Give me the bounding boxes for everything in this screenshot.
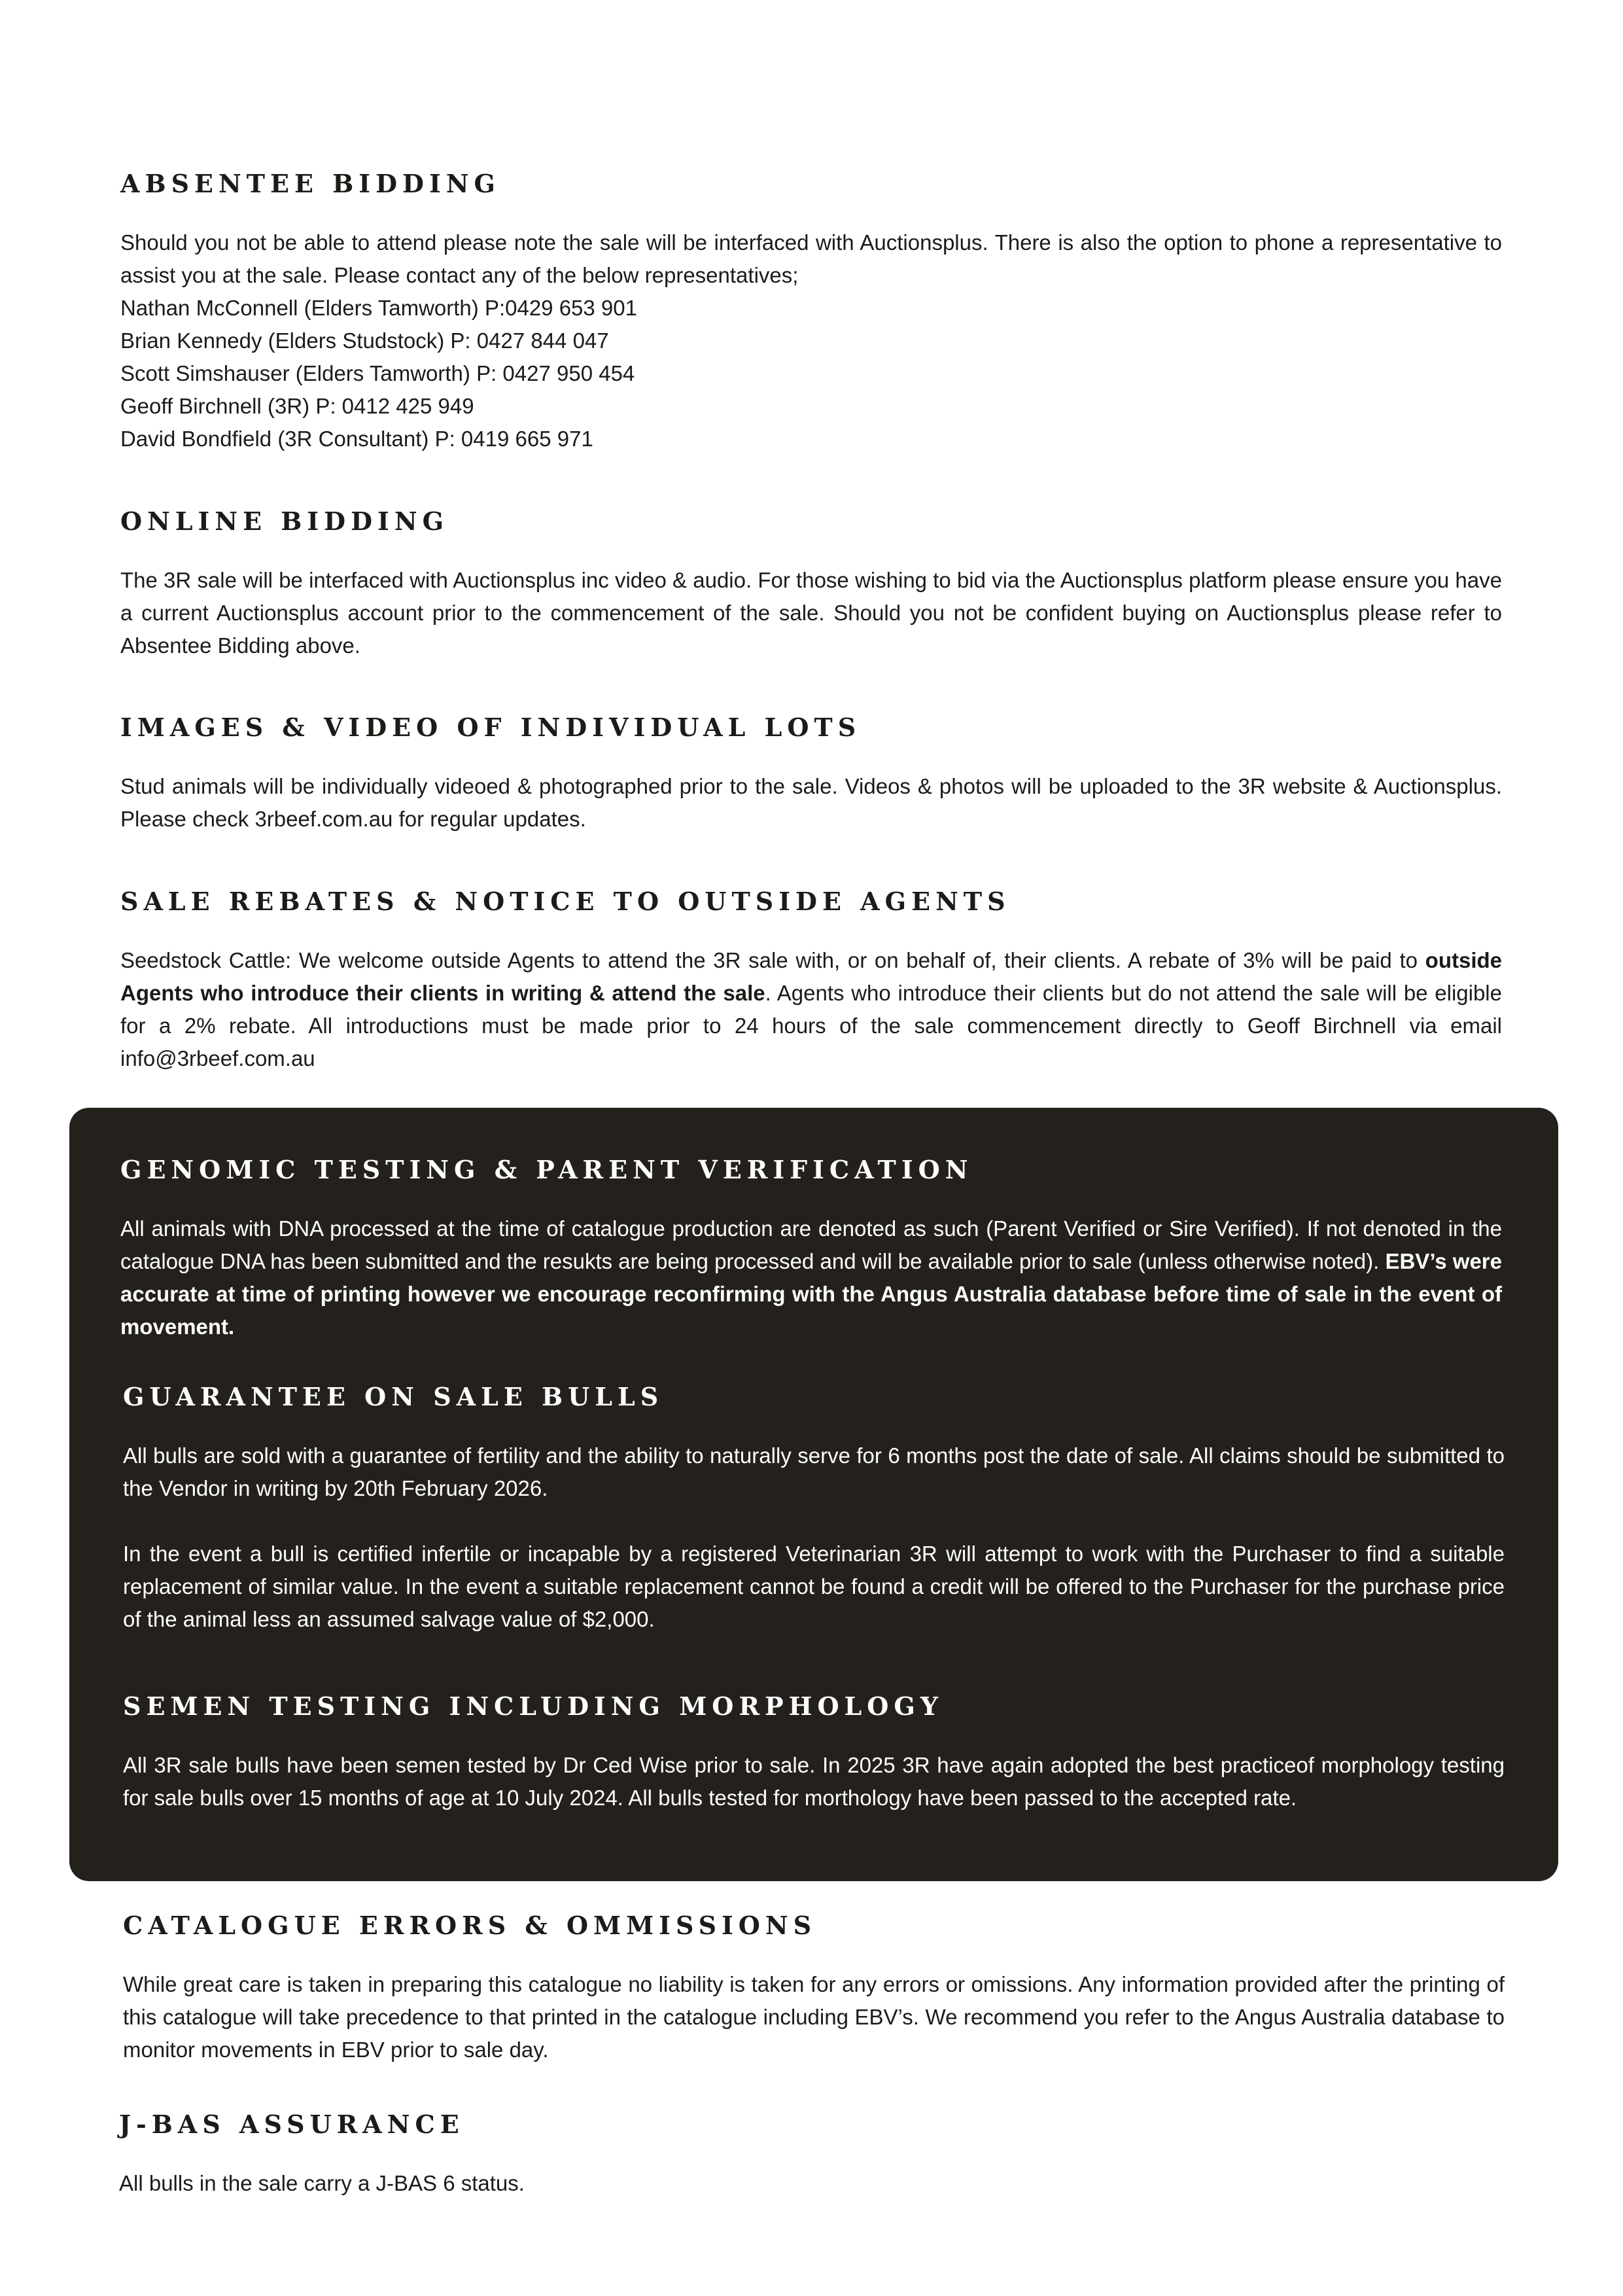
catalogue-errors-heading: CATALOGUE ERRORS & OMMISSIONS	[123, 1911, 817, 1940]
dark-info-panel	[69, 1108, 1558, 1881]
representative-contact: Nathan McConnell (Elders Tamworth) P:0429 653 901	[120, 296, 637, 320]
guarantee-body-1: All bulls are sold with a guarantee of fertility and the ability to naturally serve for 6 months post the date of sale. All claims should be submitted to the Vendor in writing by 20th February 2026.	[123, 1443, 1505, 1500]
online-bidding-heading: ONLINE BIDDING	[120, 506, 449, 536]
absentee-bidding-heading: ABSENTEE BIDDING	[120, 169, 500, 198]
catalogue-errors-body: While great care is taken in preparing this catalogue no liability is taken for any errors or omissions. Any information provided after the printing of this catalogue will take precedence to that printed in the catalogue including EBV’s. We recommend you refer to the Angus Australia database to monitor movements in EBV prior to sale day.	[123, 1972, 1505, 2062]
representative-contact: Scott Simshauser (Elders Tamworth) P: 0427 950 454	[120, 361, 635, 385]
semen-testing-heading: SEMEN TESTING INCLUDING MORPHOLOGY	[123, 1691, 943, 1721]
guarantee-body-2: In the event a bull is certified infertile or incapable by a registered Veterinarian 3R will attempt to work with the Purchaser to find a suitable replacement of similar value. In the event a suitable replacement cannot be found a credit will be offered to the Purchaser for the purchase price of the animal less an assumed salvage value of $2,000.	[123, 1542, 1505, 1631]
sale-rebates-heading: SALE REBATES & NOTICE TO OUTSIDE AGENTS	[120, 887, 1011, 916]
images-video-body: Stud animals will be individually videoed & photographed prior to the sale. Videos & photos will be uploaded to the 3R website & Auctionsplus. Please check 3rbeef.com.au for regular updates.	[120, 774, 1502, 831]
representative-contact: David Bondfield (3R Consultant) P: 0419 665 971	[120, 427, 593, 451]
genomic-testing-heading: GENOMIC TESTING & PARENT VERIFICATION	[120, 1155, 973, 1184]
jbas-body: All bulls in the sale carry a J-BAS 6 status.	[119, 2171, 525, 2195]
sale-rebates-body: Seedstock Cattle: We welcome outside Agents to attend the 3R sale with, or on behalf of, their clients. A rebate of 3% will be paid to outside Agents who introduce their clients in writing & attend the sale. Agents who introduce their clients but do not attend the sale will be eligible for a 2% rebate. All introductions must be made prior to 24 hours of the sale commencement directly to Geoff Birchnell via email info@3rbeef.com.au	[120, 948, 1502, 1070]
semen-testing-body: All 3R sale bulls have been semen tested by Dr Ced Wise prior to sale. In 2025 3R have again adopted the best practiceof morphology testing for sale bulls over 15 months of age at 10 July 2024. All bulls tested for morthology have been passed to the accepted rate.	[123, 1753, 1505, 1810]
online-bidding-body: The 3R sale will be interfaced with Auctionsplus inc video & audio. For those wishing to bid via the Auctionsplus platform please ensure you have a current Auctionsplus account prior to the commencement of the sale. Should you not be confident buying on Auctionsplus please refer to Absentee Bidding above.	[120, 568, 1502, 658]
sale-rebates-emphasis: outside Agents who introduce their clients in writing & attend the sale	[120, 948, 1502, 1005]
representative-contact: Brian Kennedy (Elders Studstock) P: 0427 844 047	[120, 328, 609, 353]
genomic-testing-emphasis: EBV’s were accurate at time of printing however we encourage reconfirming with the Angus Australia database before time of sale in the event of movement.	[120, 1249, 1503, 1339]
representative-contact: Geoff Birchnell (3R) P: 0412 425 949	[120, 394, 474, 418]
absentee-bidding-intro: Should you not be able to attend please note the sale will be interfaced with Auctionsplus. There is also the option to phone a representative to assist you at the sale. Please contact any of the below representatives;	[120, 230, 1502, 287]
genomic-testing-body: All animals with DNA processed at the time of catalogue production are denoted as such (Parent Verified or Sire Verified). If not denoted in the catalogue DNA has been submitted and the resukts are being processed and will be available prior to sale (unless otherwise noted). EBV’s were accurate at time of printing however we encourage reconfirming with the Angus Australia database before time of sale in the event of movement.	[120, 1216, 1503, 1339]
guarantee-heading: GUARANTEE ON SALE BULLS	[123, 1382, 664, 1411]
images-video-heading: IMAGES & VIDEO OF INDIVIDUAL LOTS	[120, 713, 862, 742]
jbas-heading: J-BAS ASSURANCE	[119, 2110, 464, 2139]
